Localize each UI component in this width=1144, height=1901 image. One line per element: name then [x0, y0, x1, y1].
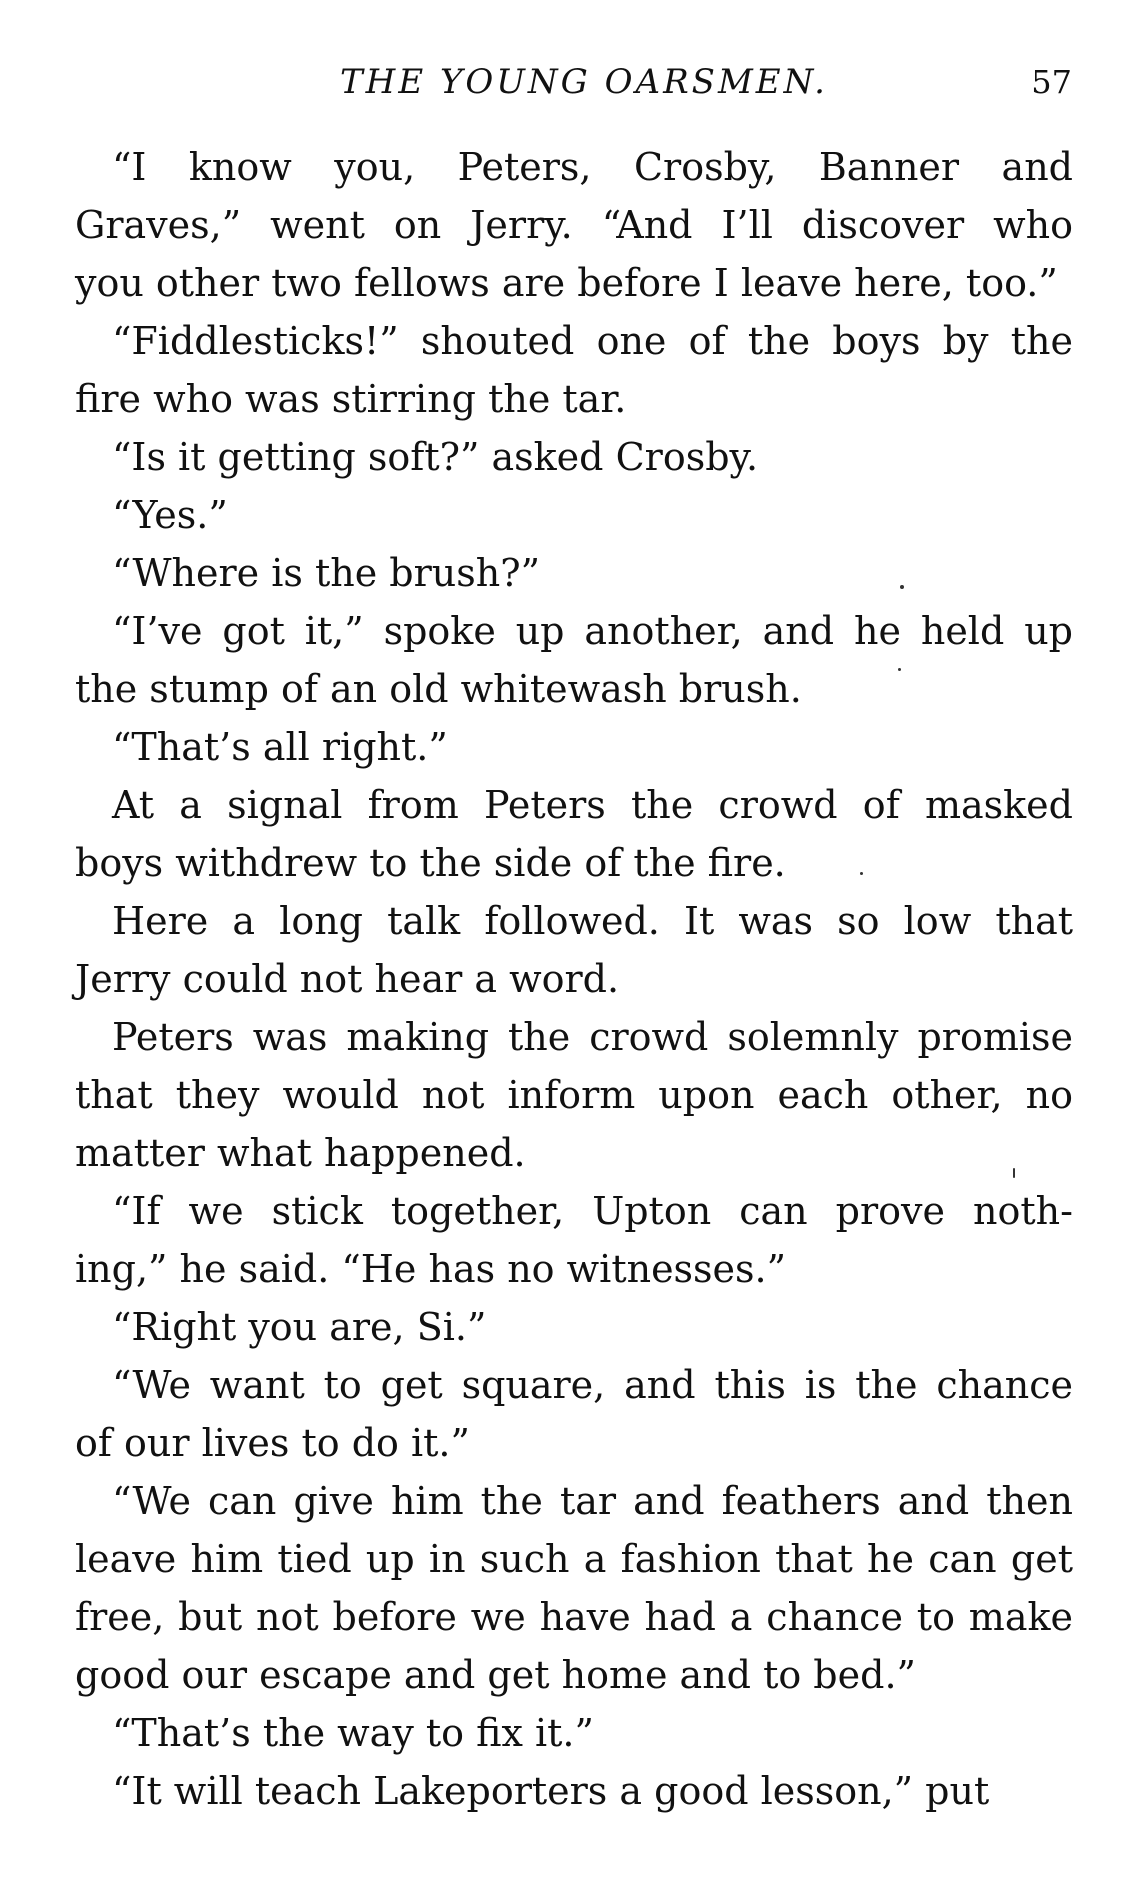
paragraph — [75, 1472, 1073, 1704]
text-line: “That’s the way to fix it.” — [112, 1711, 594, 1755]
text-line: “It will teach Lakeporters a good lesson,” put — [112, 1769, 990, 1813]
text-line: Jerry could not hear a word. — [75, 957, 620, 1001]
text-line: that they would not inform upon each other, no — [75, 1073, 1073, 1117]
text-line: of our lives to do it.” — [75, 1421, 470, 1465]
text-line: “I’ve got it,” spoke up another, and he held up — [112, 609, 1073, 653]
text-line: the stump of an old whitewash brush. — [75, 667, 802, 711]
text-line: “Yes.” — [112, 493, 228, 537]
paragraph — [75, 1008, 1073, 1182]
text-line: “Right you are, Si.” — [112, 1305, 487, 1349]
paragraph — [75, 892, 1073, 1008]
text-line: “If we stick together, Upton can prove noth- — [112, 1189, 1073, 1233]
paragraph — [75, 602, 1073, 718]
paragraph — [75, 776, 1073, 892]
paragraph — [75, 1182, 1073, 1298]
paragraph — [75, 1356, 1073, 1472]
page-number: 57 — [1031, 63, 1072, 101]
text-line: matter what happened. — [75, 1131, 526, 1175]
paragraph — [75, 1704, 1073, 1762]
text-line: good our escape and get home and to bed.” — [75, 1653, 916, 1697]
text-line: free, but not before we have had a chance to make — [75, 1595, 1073, 1639]
text-line: Here a long talk followed. It was so low that — [112, 899, 1073, 943]
text-line: “I know you, Peters, Crosby, Banner and — [112, 145, 1073, 189]
paragraph — [75, 428, 1073, 486]
paragraph — [75, 1298, 1073, 1356]
paragraph — [75, 138, 1073, 312]
text-line: fire who was stirring the tar. — [75, 377, 627, 421]
text-line: Graves,” went on Jerry. “And I’ll discover who — [75, 203, 1073, 247]
body-text — [75, 138, 1073, 1820]
text-line: “Is it getting soft?” asked Crosby. — [112, 435, 759, 479]
running-title: THE YOUNG OARSMEN. — [340, 62, 828, 102]
paragraph — [75, 312, 1073, 428]
paper-speck — [860, 872, 863, 875]
text-line: “Where is the brush?” — [112, 551, 541, 595]
paragraph — [75, 718, 1073, 776]
text-line: ing,” he said. “He has no witnesses.” — [75, 1247, 787, 1291]
text-line: leave him tied up in such a fashion that he can get — [75, 1537, 1073, 1581]
text-line: “That’s all right.” — [112, 725, 448, 769]
paper-speck — [898, 668, 901, 671]
text-line: you other two fellows are before I leave here, too.” — [75, 261, 1058, 305]
text-line: “Fiddlesticks!” shouted one of the boys by the — [112, 319, 1073, 363]
text-line: boys withdrew to the side of the fire. — [75, 841, 786, 885]
text-line: “We want to get square, and this is the chance — [112, 1363, 1073, 1407]
text-line: At a signal from Peters the crowd of masked — [112, 783, 1073, 827]
paragraph — [75, 486, 1073, 544]
text-line: Peters was making the crowd solemnly promise — [112, 1015, 1073, 1059]
paragraph — [75, 544, 1073, 602]
paper-speck — [900, 585, 904, 589]
text-line: “We can give him the tar and feathers and then — [112, 1479, 1073, 1523]
running-head — [0, 62, 1144, 102]
paper-speck — [1013, 1168, 1015, 1178]
paragraph — [75, 1762, 1073, 1820]
